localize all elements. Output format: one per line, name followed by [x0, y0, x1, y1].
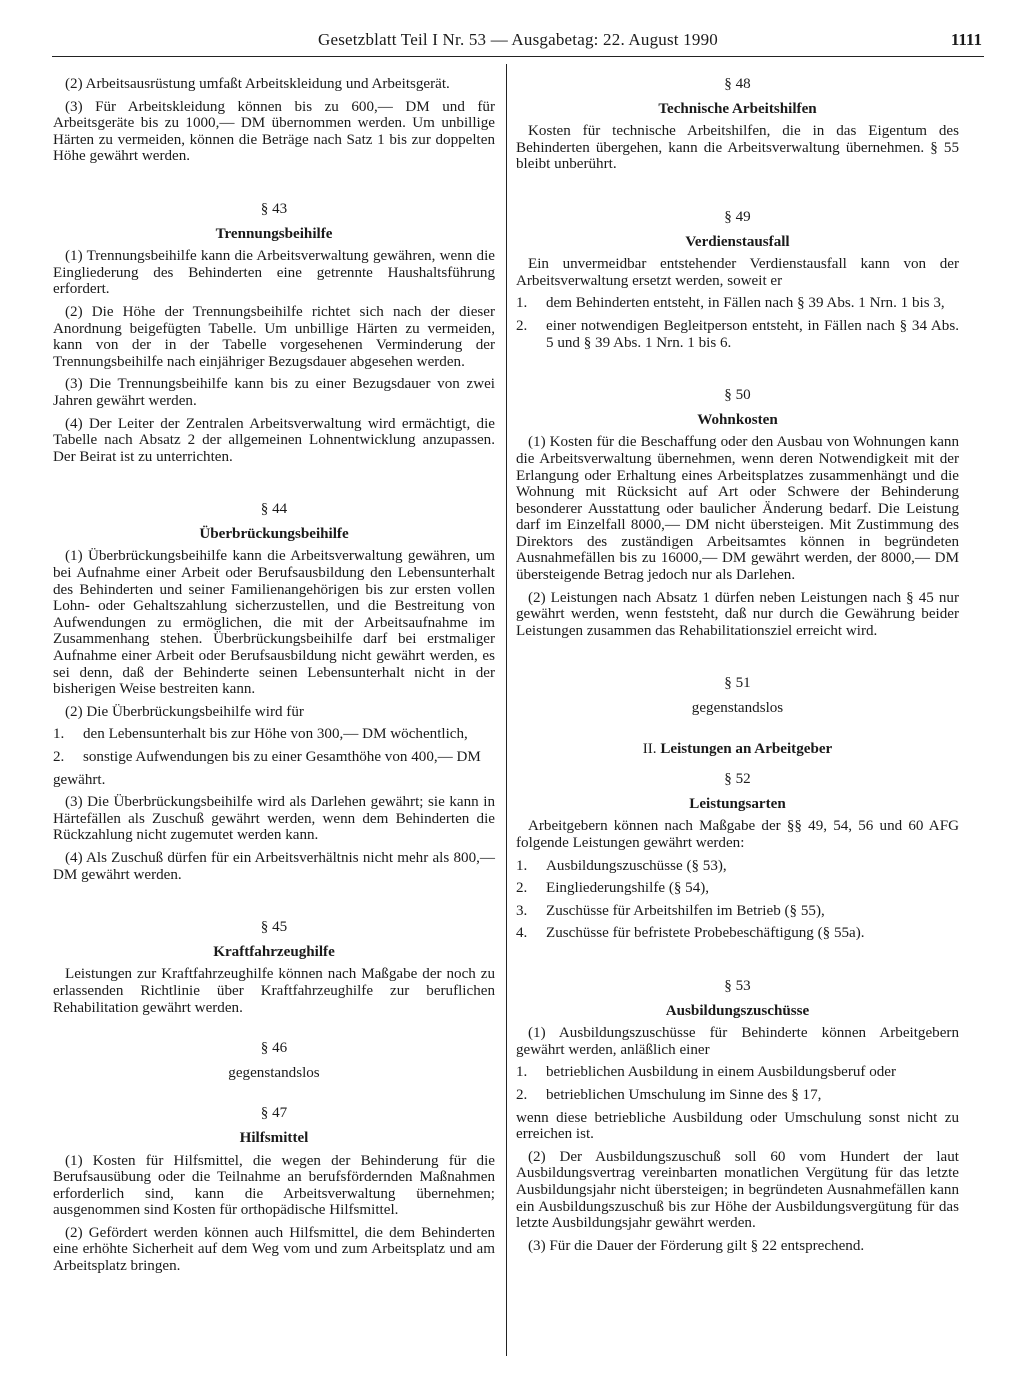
section-title: Hilfsmittel: [239, 1129, 309, 1146]
paragraph: (1) Trennungsbeihilfe kann die Arbeitsverwaltung gewähren, wenn die Eingliederung des Behinderten eine getrennte Haushaltsführung erfordert.: [53, 248, 495, 298]
list-item: 3. Zuschüsse für Arbeitshilfen im Betrieb (§ 55),: [516, 902, 825, 919]
page-header-title: Gesetzblatt Teil I Nr. 53 — Ausgabetag: 22. August 1990: [318, 30, 718, 49]
paragraph: (3) Die Überbrückungsbeihilfe wird als Darlehen gewährt; sie kann in Härtefällen als Zuschuß gewährt werden, wenn dem Behinderten die Rückzahlung nicht zugemutet werden kann.: [53, 794, 495, 844]
section-title: Verdienstausfall: [685, 233, 790, 250]
paragraph: (2) Gefördert werden können auch Hilfsmittel, die dem Behinderten eine erhöhte Sicherheit auf dem Weg vom und zum Arbeitsplatz und am Arbeitsplatz bringen.: [53, 1224, 495, 1275]
paragraph: (1) Überbrückungsbeihilfe kann die Arbeitsverwaltung gewähren, um bei Aufnahme einer Arbeit oder Berufsausbildung den Lebensunterhalt des Behinderten und seiner Familienangehörigen bis zur ersten vollen Lohn- oder Gehaltszahlung sicherzustellen, und die Bestreitung von Aufwendungen zu ermöglichen, die mit der Arbeitsaufnahme im Zusammenhang stehen. Überbrückungsbeihilfe darf bei erstmaliger Aufnahme einer Arbeit oder Berufsausbildung nicht gewährt werden, es sei denn, daß der Behinderte seinen Lebensunterhalt nicht in der bisherigen Weise bestreiten kann.: [53, 548, 495, 698]
section-title: gegenstandslos: [228, 1064, 320, 1081]
column-divider: [506, 64, 507, 1356]
section-title: Wohnkosten: [697, 411, 778, 428]
paragraph: (1) Ausbildungszuschüsse für Behinderte können Arbeitgebern gewährt werden, anläßlich einer: [516, 1025, 959, 1058]
page-number: 1111: [950, 30, 982, 49]
section-number: § 49: [724, 208, 751, 225]
numbered-list: [516, 858, 959, 942]
section-title: Trennungsbeihilfe: [215, 225, 333, 242]
list-item: 1. Ausbildungszuschüsse (§ 53),: [516, 857, 727, 874]
page-header: [52, 26, 984, 57]
paragraph: Kosten für technische Arbeitshilfen, die in das Eigentum des Behinderten übergehen, kann die Arbeitsverwaltung übernehmen. § 55 bleibt unberührt.: [516, 123, 959, 173]
paragraph: Ein unvermeidbar entstehender Verdienstausfall kann von der Arbeitsverwaltung ersetzt werden, soweit er: [516, 256, 959, 289]
section-number: § 47: [260, 1105, 288, 1122]
section-number: § 53: [724, 977, 751, 994]
list-item: 1. betrieblichen Ausbildung in einem Ausbildungsberuf oder: [516, 1064, 897, 1081]
paragraph: (3) Für die Dauer der Förderung gilt § 22 entsprechend.: [528, 1237, 865, 1254]
paragraph: (2) Leistungen nach Absatz 1 dürfen neben Leistungen nach § 45 nur gewährt werden, wenn feststeht, daß nur durch die Gewährung beider Leistungen zusammen das Rehabilitationsziel erreicht wird.: [516, 589, 959, 639]
section-title: Kraftfahrzeughilfe: [213, 943, 335, 960]
paragraph: (3) Für Arbeitskleidung können bis zu 600,— DM und für Arbeitsgeräte bis zu 1000,— DM übernommen werden. Um unbillige Härten zu vermeiden, können die Beträge nach Satz 1 bis zur doppelten Höhe gewährt werden.: [53, 98, 495, 165]
section-title: Überbrückungsbeihilfe: [199, 525, 349, 542]
left-column: [53, 76, 495, 1281]
section-title: gegenstandslos: [691, 700, 784, 717]
paragraph: (2) Die Überbrückungsbeihilfe wird für: [65, 703, 304, 720]
numbered-list: [516, 1064, 959, 1103]
section-number: § 52: [724, 771, 751, 788]
paragraph: (2) Der Ausbildungszuschuß soll 60 vom Hundert der laut Ausbildungsvertrag vereinbarten monatlichen Vergütung für das letzte Ausbildungsjahr nicht übersteigen; in begründeten Ausnahmefällen kann ein Ausbildungszuschuß bis zur Höhe der Ausbildungsvergütung für das letzte Ausbildungsjahr gewährt werden.: [516, 1148, 959, 1232]
paragraph: (1) Kosten für die Beschaffung oder den Ausbau von Wohnungen kann die Arbeitsverwaltung übernehmen, wenn deren Notwendigkeit mit der Erlangung oder Erhaltung eines Arbeitsplatzes zusammenhängt und die Wohnung mit Rücksicht auf Art oder Schwere der Behinderung besonderer Ausstattung oder baulicher Änderung bedarf. Die Leistung darf im Einzelfall 8000,— DM nicht übersteigen. Mit Zustimmung des Direktors des zuständigen Arbeitsamtes können in begründeten Ausnahmefällen bis zu 16000,— DM gewährt werden, der 8000,— DM übersteigende Betrag jedoch nur als Darlehen.: [516, 434, 959, 584]
paragraph: gewährt.: [53, 771, 106, 788]
paragraph: (2) Die Höhe der Trennungsbeihilfe richtet sich nach der dieser Anordnung beigefügten Tabelle. Um unbillige Härten zu vermeiden, kann von der in der Tabelle vorgesehenen Verminderung der Trennungsbeihilfe nach einjähriger Bezugsdauer abgesehen werden.: [53, 303, 495, 370]
paragraph: wenn diese betriebliche Ausbildung oder Umschulung sonst nicht zu erreichen ist.: [516, 1109, 959, 1143]
paragraph: (4) Als Zuschuß dürfen für ein Arbeitsverhältnis nicht mehr als 800,— DM gewährt werden.: [53, 849, 495, 883]
paragraph: (3) Die Trennungsbeihilfe kann bis zu einer Bezugsdauer von zwei Jahren gewährt werden.: [53, 376, 495, 409]
section-title: Leistungsarten: [689, 795, 786, 812]
list-item: 4. Zuschüsse für befristete Probebeschäftigung (§ 55a).: [516, 925, 865, 942]
list-item: 2. einer notwendigen Begleitperson entsteht, in Fällen nach § 34 Abs. 5 und § 39 Abs. 1 Nrn. 1 bis 6.: [516, 317, 959, 351]
chapter-heading: [516, 741, 959, 758]
right-column: [516, 76, 959, 1260]
section-number: § 48: [724, 76, 751, 92]
list-item: 1. den Lebensunterhalt bis zur Höhe von 300,— DM wöchentlich,: [53, 726, 468, 743]
list-item: 2. betrieblichen Umschulung im Sinne des § 17,: [516, 1086, 822, 1103]
section-number: § 50: [724, 387, 751, 404]
section-number: § 46: [260, 1040, 288, 1057]
section-number: § 51: [724, 675, 751, 692]
section-title: Technische Arbeitshilfen: [658, 100, 817, 117]
list-item: 2. Eingliederungshilfe (§ 54),: [516, 880, 710, 897]
section-title: Ausbildungszuschüsse: [665, 1002, 810, 1019]
numbered-list: [53, 726, 495, 765]
section-number: § 45: [260, 919, 288, 936]
chapter-title: Leistungen an Arbeitgeber: [660, 740, 833, 757]
paragraph: Leistungen zur Kraftfahrzeughilfe können nach Maßgabe der noch zu erlassenden Richtlinie über Kraftfahrzeughilfe zur beruflichen Rehabilitation gewährt werden.: [53, 966, 495, 1016]
paragraph: (2) Arbeitsausrüstung umfaßt Arbeitskleidung und Arbeitsgerät.: [65, 76, 450, 92]
list-item: 1. dem Behinderten entsteht, in Fällen nach § 39 Abs. 1 Nrn. 1 bis 3,: [516, 295, 945, 312]
section-number: § 44: [260, 501, 288, 518]
paragraph: Arbeitgebern können nach Maßgabe der §§ 49, 54, 56 und 60 AFG folgende Leistungen gewährt werden:: [516, 818, 959, 851]
list-item: 2. sonstige Aufwendungen bis zu einer Gesamthöhe von 400,— DM: [53, 749, 481, 765]
numbered-list: [516, 295, 959, 351]
paragraph: (4) Der Leiter der Zentralen Arbeitsverwaltung wird ermächtigt, die Tabelle nach Absatz 2 der allgemeinen Lohnentwicklung anzupassen. Der Beirat ist zu unterrichten.: [53, 415, 495, 465]
section-number: § 43: [260, 200, 288, 217]
paragraph: (1) Kosten für Hilfsmittel, die wegen der Behinderung für die Berufsausübung oder die Teilnahme an berufsfördernden Maßnahmen erforderlich sind, kann die Arbeitsverwaltung übernehmen; ausgenommen sind Kosten für orthopädische Hilfsmittel.: [53, 1152, 495, 1219]
chapter-number: II.: [642, 740, 657, 757]
